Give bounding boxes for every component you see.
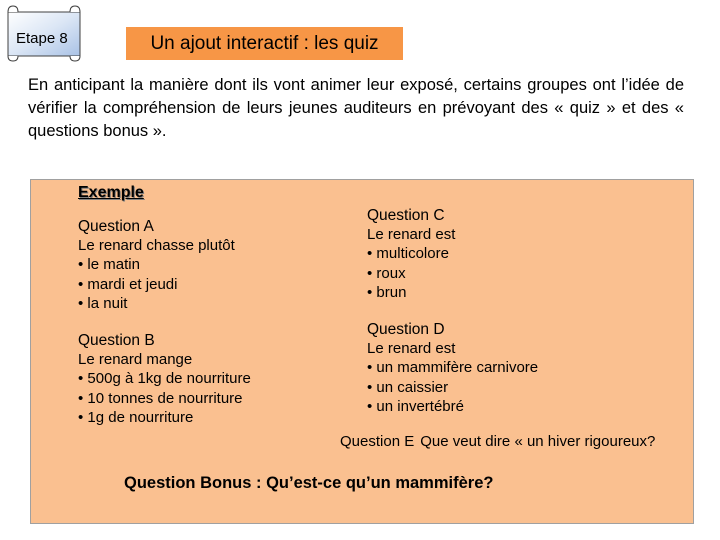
intro-paragraph: En anticipant la manière dont ils vont animer leur exposé, certains groupes ont l’idée de vérifier la compréhension de leurs jeunes auditeurs en prévoyant des « quiz » et des « questions bonus ». — [28, 76, 684, 140]
question-a — [78, 217, 235, 313]
question-option: • roux — [367, 264, 406, 282]
question-d — [367, 320, 538, 416]
question-option: • brun — [367, 283, 407, 301]
question-stem: Le renard mange — [78, 351, 193, 369]
question-b — [78, 331, 251, 427]
question-option: • le matin — [78, 256, 140, 274]
question-title: Question A — [78, 218, 154, 235]
question-option: • multicolore — [367, 245, 449, 263]
step-badge — [4, 4, 84, 62]
question-option: • la nuit — [78, 294, 128, 312]
question-option: • 1g de nourriture — [78, 408, 194, 426]
question-option: • 10 tonnes de nourriture — [78, 389, 243, 407]
question-stem: Le renard chasse plutôt — [78, 237, 235, 255]
question-title: Question E — [340, 433, 415, 450]
question-c — [367, 206, 455, 302]
question-option: • mardi et jeudi — [78, 275, 178, 293]
question-title: Question D — [367, 321, 445, 338]
question-e — [340, 433, 655, 450]
step-label: Etape 8 — [16, 30, 68, 47]
question-option: • un caissier — [367, 378, 449, 396]
question-stem: Le renard est — [367, 340, 456, 358]
question-title: Question B — [78, 332, 155, 349]
question-text: Que veut dire « un hiver rigoureux? — [420, 433, 656, 450]
question-stem: Le renard est — [367, 226, 456, 244]
question-option: • 500g à 1kg de nourriture — [78, 370, 251, 388]
bonus-question: Question Bonus : Qu’est-ce qu’un mammifère? — [124, 474, 494, 492]
question-option: • un mammifère carnivore — [367, 359, 539, 377]
example-heading: Exemple — [78, 184, 144, 201]
question-option: • un invertébré — [367, 397, 464, 415]
question-title: Question C — [367, 207, 445, 224]
page-title: Un ajout interactif : les quiz — [126, 27, 403, 60]
